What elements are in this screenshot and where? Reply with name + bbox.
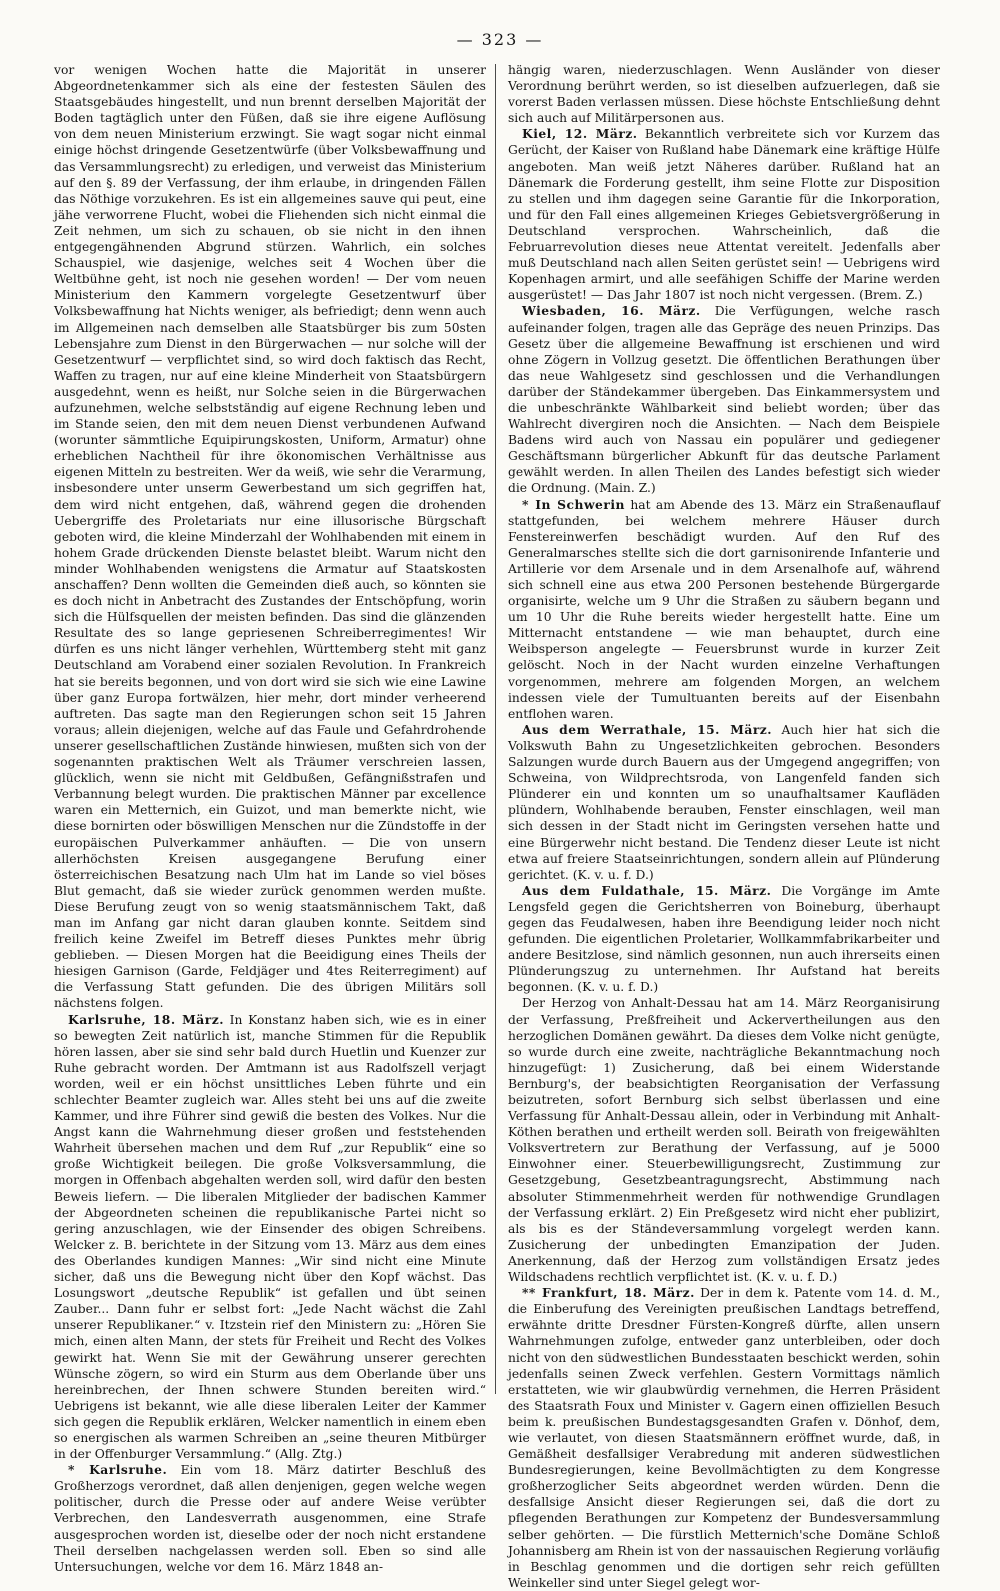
article-paragraph — [508, 995, 940, 1285]
article-dateline: Aus dem Fuldathale, 15. März. — [522, 882, 772, 898]
article-paragraph — [54, 62, 486, 1012]
article-text: In Konstanz haben sich, wie es in einer so bewegten Zeit natürlich ist, manche Stimmen für die Republik hören lassen, aber sie sind sehr bald durch Huetlin und Kuenzer zur Ruhe gebracht worden. Der Amtmann ist aus Radolfszell verjagt worden, weil er ein höchst unsittliches Leben führte und ein schlechter Beamter zugleich war. Alles steht bei uns auf die zweite Kammer, und ihre Führer sind gewiß die besten des Volkes. Nur die Angst kann die Wahrnehmung dieser großen und feststehenden Wahrheit übersehen machen und dem Ruf „zur Republik“ eine so große Wichtigkeit beilegen. Die große Volksversammlung, die morgen in Offenbach abgehalten werden soll, wird dafür den besten Beweis liefern. — Die liberalen Mitglieder der badischen Kammer der Abgeordneten scheinen die republikanische Partei nicht so gering anzuschlagen, wie der Einsender des obigen Schreibens. Welcker z. B. berichtete in der Sitzung vom 13. März aus dem eines des Oberlandes kundigen Mannes: „Wir sind nicht eine Minute sicher, daß uns die Bewegung nicht über den Kopf wächst. Das Losungswort „deutsche Republik“ ist gefallen und übt seinen Zauber... Dann fuhr er selbst fort: „Jede Nacht wächst die Zahl unserer Republikaner.“ v. Itzstein rief den Ministern zu: „Hören Sie mich, einen alten Mann, der stets für Freiheit und Recht des Volkes gewirkt hat. Wenn Sie mit der Gewährung unserer gerechten Wünsche zögern, so wird ein Sturm aus dem Oberlande über uns hereinbrechen, der Ihnen schwere Stunden bereiten wird.“ Uebrigens ist bekannt, wie alle diese liberalen Leiter der Kammer sich gegen die Republik erklären, Welcker namentlich in einem eben so energischen als warmen Schreiben an „seine theuren Mitbürger in der Offenburger Versammlung.“ (Allg. Ztg.) — [54, 1012, 486, 1462]
article-paragraph — [508, 303, 940, 496]
article-paragraph — [508, 883, 940, 996]
article-text: Der in dem k. Patente vom 14. d. M., die Einberufung des Vereinigten preußischen Landtags betreffend, erwähnte dritte Dresdner Fürsten-Kongreß dürfte, allen unsern Wahrnehmungen zufolge, entweder ganz unterbleiben, oder doch nicht von den südwestlichen Bundesstaaten beschickt werden, sohin jedenfalls seinen Zweck verfehlen. Gestern Vormittags nämlich erstatteten, wie wir glaubwürdig vernehmen, die Herren Präsident des Staatsrath Foux und Minister v. Gagern einen offiziellen Besuch beim k. preußischen Bundestagsgesandten Grafen v. Dönhof, dem, wie verlautet, von diesen Staatsmännern eröffnet wurde, daß, in Gemäßheit desfallsiger Verabredung mit anderen südwestlichen Bundesregierungen, keine Bevollmächtigten zu dem Kongresse großherzoglicher Seits abgeordnet werden würden. Denn die desfallsige Ansicht dieser Regierungen sei, daß die dort zu pflegenden Berathungen zur Kompetenz der Bundesversammlung selber gehörten. — Die fürstlich Metternich'sche Domäne Schloß Johannisberg am Rhein ist von der nassauischen Regierung vorläufig in Beschlag genommen und die dortigen sehr reich gefüllten Weinkeller sind unter Siegel gelegt wor- — [508, 1286, 940, 1590]
article-dateline: ** Frankfurt, 18. März. — [522, 1285, 695, 1301]
left-column — [54, 62, 486, 1574]
article-dateline: Wiesbaden, 16. März. — [522, 303, 701, 319]
article-text: Bekanntlich verbreitete sich vor Kurzem das Gerücht, der Kaiser von Rußland habe Dänemark eine kräftige Hülfe angeboten. Man weiß jetzt Näheres darüber. Rußland hat an Dänemark die Forderung gestellt, ihm seine Flotte zur Disposition zu stellen und ihm dagegen seine Garantie für die Inkorporation, und für den Fall eines allgemeinen Krieges Gebietsvergrößerung in Deutschland versprochen. Wahrscheinlich, daß die Februarrevolution dieses neue Attentat vereitelt. Jedenfalls aber muß Deutschland nach allen Seiten gerüstet sein! — Uebrigens wird Kopenhagen armirt, und alle seefähigen Schiffe der Marine werden ausgerüstet! — Das Jahr 1807 ist noch nicht vergessen. (Brem. Z.) — [508, 127, 940, 303]
article-text: Die Verfügungen, welche rasch aufeinander folgen, tragen alle das Gepräge des neuen Prinzips. Das Gesetz über die allgemeine Bewaffnung ist erschienen und wird ohne Zögern in Vollzug gesetzt. Die öffentlichen Berathungen über das neue Wahlgesetz sind geschlossen und die Verhandlungen darüber der Ständekammer übergeben. Das Einkammersystem und die unbeschränkte Wählbarkeit sind beliebt worden; über das Wahlrecht divergiren noch die Ansichten. — Nach dem Beispiele Badens wird auch von Nassau ein populärer und gediegener Geschäftsmann bürgerlicher Abkunft für das deutsche Parlament gewählt werden. In allen Theilen des Landes befestigt sich wieder die Ordnung. (Main. Z.) — [508, 304, 941, 496]
article-dateline: * In Schwerin — [522, 496, 625, 512]
column-divider — [495, 64, 496, 1394]
article-text: hängig waren, niederzuschlagen. Wenn Ausländer von dieser Verordnung berührt werden, so ist dieselben aufzuerlegen, daß sie vorerst Baden verlassen müssen. Diese höchste Entschließung dehnt sich auch auf Militärpersonen aus. — [508, 63, 940, 126]
article-paragraph — [508, 126, 940, 303]
article-paragraph — [54, 1462, 486, 1575]
article-text: Ein vom 18. März datirter Beschluß des Großherzogs verordnet, daß allen denjenigen, gegen welche wegen politischer, durch die Presse oder auf andere Weise verübter Verbrechen, den Landesverrath ausgenommen, eine Strafe ausgesprochen worden ist, dieselbe oder der noch nicht erstandene Theil derselben nachgelassen werden soll. Eben so sind alle Untersuchungen, welche vor dem 16. März 1848 an- — [54, 1463, 486, 1574]
article-text: vor wenigen Wochen hatte die Majorität in unserer Abgeordnetenkammer sich als eine der festesten Säulen des Staatsgebäudes hingestellt, und nun brennt derselben Majorität der Boden tagtäglich unter den Füßen, daß sie ihre eigene Auflösung von dem neuen Ministerium erzwingt. Sie wagt sogar nicht einmal einige höchst dringende Gesetzentwürfe (über Volksbewaffnung und das Versammlungsrecht) zu erledigen, und verweist das Ministerium auf den §. 89 der Verfassung, der ihm erlaube, in dringenden Fällen das Nöthige vorzukehren. Es ist ein allgemeines sauve qui peut, eine jähe verworrene Flucht, wobei die Fliehenden sich nicht einmal die Zeit nehmen, um sich zu schauen, ob sie nicht in den ihnen entgegengähnenden Abgrund stürzen. Wahrlich, ein solches Schauspiel, wie dasjenige, welches seit 4 Wochen über die Weltbühne geht, ist noch nie gesehen worden! — Der vom neuen Ministerium den Kammern vorgelegte Gesetzentwurf über Volksbewaffnung hat Nichts weniger, als befriedigt; denn wenn auch im Allgemeinen nach demselben alle Staatsbürger bis zum 50sten Lebensjahre zum Dienst in den Bürgerwachen — nur solche will der Gesetzentwurf — verpflichtet sind, so wird doch faktisch das Recht, Waffen zu tragen, nur auf eine kleine Minderheit von Staatsbürgern ausgedehnt, wenn es heißt, nur Solche seien in die Bürgerwachen aufzunehmen, welche selbstständig auf eigene Rechnung leben und im Stande seien, den mit dem neuen Dienst verbundenen Aufwand (worunter sämmtliche Equipirungskosten, Uniform, Armatur) ohne erheblichen Nachtheil für ihre ökonomischen Verhältnisse aus eigenen Mitteln zu bestreiten. Wer da weiß, wie sehr die Verarmung, insbesondere unter unserm Gewerbestand um sich gegriffen hat, dem wird nicht entgehen, daß, während gegen die drohenden Uebergriffe des Proletariats nur eine illusorische Bürgschaft geboten wird, die kleine Minderzahl der Wohlhabenden mit einem in hohem Grade drückenden Dienste belastet bleibt. Warum nicht den minder Wohlhabenden wenigstens die Armatur auf Staatskosten anschaffen? Denn wollten die Gemeinden dieß auch, so könnten sie es doch nicht in Anbetracht des Zustandes der Entschöpfung, worin sich die Hülfsquellen der meisten befinden. Das sind die glänzenden Resultate des so lange gepriesenen Schreiberregimentes! Wir dürfen es uns nicht länger verhehlen, Württemberg steht mit ganz Deutschland am Vorabend einer sozialen Revolution. In Frankreich hat sie bereits begonnen, und von dort wird sie sich wie eine Lawine über ganz Europa fortwälzen, hier mehr, dort minder verheerend auftreten. Das sagte man den Regierungen schon seit 15 Jahren voraus; allein diejenigen, welche auf das Faule und Gefahrdrohende unserer gesellschaftlichen Zustände hinwiesen, mußten sich von der sogenannten praktischen Welt als Träumer verschreien lassen, glücklich, wenn sie nicht mit Geldbußen, Gefängnißstrafen und Verbannung belegt wurden. Die praktischen Männer par excellence waren ein Metternich, ein Guizot, und man bemerkte nicht, wie diese bornirten oder böswilligen Menschen nur die Zündstoffe in der europäischen Pulverkammer anhäuften. — Die von unsern allerhöchsten Kreisen ausgegangene Berufung einer österreichischen Besatzung nach Ulm hat im Lande so viel böses Blut gemacht, daß sie wieder zurück genommen werden mußte. Diese Berufung zeugt von so wenig staatsmännischem Takt, daß man im Anfang gar nicht daran glauben konnte. Seitdem sind freilich keine Zweifel im Betreff dieses Punktes mehr übrig geblieben. — Diesen Morgen hat die Beeidigung eines Theils der hiesigen Garnison (Garde, Feldjäger und 4tes Reiterregiment) auf die Verfassung Statt gefunden. Die des übrigen Militärs soll nächstens folgen. — [54, 63, 486, 1011]
article-paragraph — [508, 62, 940, 126]
article-text: Der Herzog von Anhalt-Dessau hat am 14. März Reorganisirung der Verfassung, Preßfreiheit und Ackervertheilungen aus den herzoglichen Domänen gewährt. Da dieses dem Volke nicht genügte, so wurde durch eine zweite, nachträgliche Bekanntmachung noch hinzugefügt: 1) Zusicherung, daß bei einem Widerstande Bernburg's, der beabsichtigten Reorganisation der Verfassung beizutreten, sofort Bernburg sich selbst überlassen und eine Verfassung für Anhalt-Dessau allein, oder in Verbindung mit Anhalt-Köthen berathen und ertheilt werden soll. Beirath von freigewählten Volksvertretern zur Berathung der Verfassung, auf je 5000 Einwohner einer. Steuerbewilligungsrecht, Zustimmung zur Gesetzgebung, Gesetzbeantragungsrecht, Abstimmung nach absoluter Stimmenmehrheit werden für nothwendige Grundlagen der Verfassung erklärt. 2) Ein Preßgesetz wird nicht eher publizirt, als bis es der Ständeversammlung vorgelegt werden kann. Zusicherung der unbedingten Emanzipation der Juden. Anerkennung, daß der Herzog zum vollständigen Ersatz jedes Wildschadens rechtlich verpflichtet ist. (K. v. u. f. D.) — [508, 996, 940, 1285]
article-dateline: * Karlsruhe. — [68, 1462, 168, 1478]
article-dateline: Aus dem Werrathale, 15. März. — [522, 721, 773, 737]
article-text: hat am Abende des 13. März ein Straßenauflauf stattgefunden, bei welchem mehrere Häuser durch Fenstereinwerfen beschädigt wurden. Auf den Ruf des Generalmarsches stellte sich die dort garnisonirende Infanterie und Artillerie vor dem Arsenale und in dem Arsenalhofe auf, während sich schnell eine aus etwa 200 Personen bestehende Bürgergarde organisirte, welche um 9 Uhr die Straßen zu säubern begann und um 10 Uhr die Ruhe bereits wieder hergestellt hatte. Eine um Mitternacht entstandene — wie man behauptet, durch eine Weibsperson angelegte — Feuersbrunst wurde in kurzer Zeit gelöscht. Noch in der Nacht wurden einzelne Verhaftungen vorgenommen, mehrere am folgenden Morgen, an welchem indessen viele der Tumultuanten bereits auf der Eisenbahn entflohen waren. — [508, 497, 940, 721]
article-text: Auch hier hat sich die Volkswuth Bahn zu Ungesetzlichkeiten gebrochen. Besonders Salzungen wurde durch Bauern aus der Umgegend angegriffen; von Schweina, von Wildprechtsroda, von Langenfeld fanden sich Plünderer ein und konnten um so unaufhaltsamer Kaufläden plündern, Wohlhabende berauben, Fenster einschlagen, weil man sich dessen in der Stadt nicht im Geringsten versehen hatte und eine Bürgerwehr nicht bestand. Die Tendenz dieser Leute ist nicht etwa auf freiere Staatseinrichtungen, sondern allein auf Plünderung gerichtet. (K. v. u. f. D.) — [508, 722, 940, 882]
article-paragraph — [508, 1285, 940, 1591]
article-text: Die Vorgänge im Amte Lengsfeld gegen die Gerichtsherren von Boineburg, überhaupt gegen das Feudalwesen, haben ihre Beendigung leider noch nicht gefunden. Die eigentlichen Proletarier, Wollkammfabrikarbeiter und andere Besitzlose, sind nämlich gesonnen, nun auch ihrerseits einen Plünderungszug zu unternehmen. Ihr Aufstand hat bereits begonnen. (K. v. u. f. D.) — [508, 883, 940, 995]
article-paragraph — [508, 722, 940, 883]
page-number: — 323 — — [456, 30, 544, 49]
article-dateline: Kiel, 12. März. — [522, 126, 638, 142]
right-column — [508, 62, 941, 1590]
article-paragraph — [54, 1012, 486, 1463]
article-paragraph — [508, 497, 940, 722]
article-dateline: Karlsruhe, 18. März. — [68, 1011, 224, 1027]
